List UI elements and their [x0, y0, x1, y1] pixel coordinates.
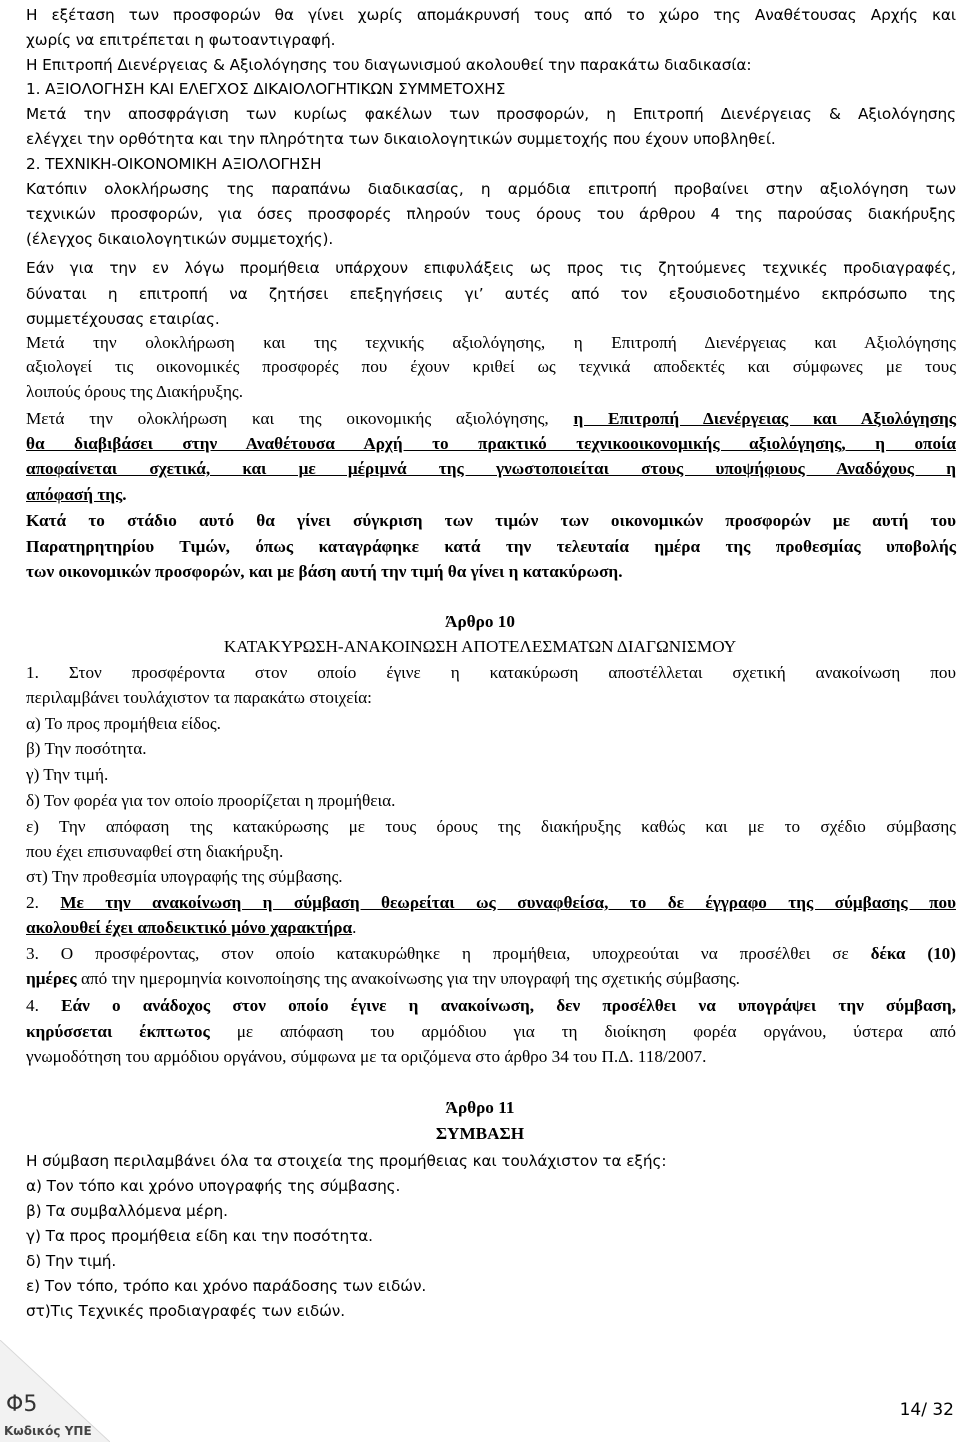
article10-item-b: β) Την ποσότητα.: [26, 739, 147, 758]
step2-p1-line-2: τεχνικών προσφορών, για όσες προσφορές πληρούν τους όρους του άρθρου 4 της παρούσας διακήρυξης: [26, 205, 956, 223]
article10-item2-line-2-text: ακολουθεί έχει αποδεικτικό μόνο χαρακτήρα: [26, 918, 353, 937]
article10-item3-line-2-bold: ημέρες: [26, 969, 77, 988]
article10-item-d: δ) Τον φορέα για τον οποίο προορίζεται η προμήθεια.: [26, 791, 396, 810]
article11-item-d: δ) Την τιμή.: [26, 1252, 117, 1270]
step2-p2-line-1: Εάν για την εν λόγω προμήθεια υπάρχουν επιφυλάξεις ως προς τις ζητούμενες τεχνικές προδιαγραφές,: [26, 259, 956, 277]
step1-line-2: ελέγχει την ορθότητα και την πληρότητα των δικαιολογητικών συμμετοχής που έχουν υποβληθεί.: [26, 130, 776, 148]
step2-heading: 2. ΤΕΧΝΙΚΗ-ΟΙΚΟΝΟΜΙΚΗ ΑΞΙΟΛΟΓΗΣΗ: [26, 155, 322, 173]
article10-item-a: α) Το προς προμήθεια είδος.: [26, 714, 221, 733]
article10-item4-line-1: [26, 994, 956, 1018]
article10-item3-line-1: [26, 942, 956, 966]
article11-item-b: β) Τα συμβαλλόμενα μέρη.: [26, 1202, 228, 1220]
eval-p5-line-3: των οικονομικών προσφορών, και με βάση αυτή την τιμή θα γίνει η κατακύρωση.: [26, 562, 623, 581]
intro-line-3: Η Επιτροπή Διενέργειας & Αξιολόγησης του διαγωνισμού ακολουθεί την παρακάτω διαδικασία:: [26, 56, 752, 74]
step1-line-1: Μετά την αποσφράγιση των κυρίως φακέλων των προσφορών, η Επιτροπή Διενέργειας & Αξιολόγησης: [26, 105, 956, 123]
article10-title: Άρθρο 10: [445, 612, 515, 631]
eval-p4-line-2: θα διαβιβάσει στην Αναθέτουσα Αρχή το πρακτικό τεχνικοοικονομικής αξιολόγησης, η οποία: [26, 434, 956, 453]
eval-p4-line-4-end: .: [122, 485, 127, 504]
footer-code: Φ5: [6, 1392, 38, 1417]
article10-item4-num: 4.: [26, 996, 62, 1015]
page-number: 14/ 32: [899, 1400, 954, 1420]
eval-p4-line-1-plain: Μετά την ολοκλήρωση και της οικονομικής αξιολόγησης,: [26, 409, 574, 428]
article10-item4-bold: Εάν ο ανάδοχος στον οποίο έγινε η ανακοίνωση, δεν προσέλθει να υπογράψει την σύμβαση,: [61, 996, 956, 1015]
eval-p4-line-4: [26, 483, 956, 507]
article11-item-st: στ)Τις Τεχνικές προδιαγραφές των ειδών.: [26, 1302, 346, 1320]
article10-item3-plain: 3. Ο προσφέροντας, στον οποίο κατακυρώθηκε η προμήθεια, υποχρεούται να προσέλθει σε: [26, 944, 871, 963]
step1-heading: 1. ΑΞΙΟΛΟΓΗΣΗ ΚΑΙ ΕΛΕΓΧΟΣ ΔΙΚΑΙΟΛΟΓΗΤΙΚΩΝ ΣΥΜΜΕΤΟΧΗΣ: [26, 80, 506, 98]
article10-item2-line-2-end: .: [352, 918, 357, 937]
article10-item3-bold: δέκα (10): [870, 944, 956, 963]
article10-item-e-line-2: που έχει επισυναφθεί στη διακήρυξη.: [26, 842, 284, 861]
eval-p4-line-1-bold: η Επιτροπή Διενέργειας και Αξιολόγησης: [573, 409, 956, 428]
eval-p4-line-1: [26, 407, 956, 431]
eval-p5-line-2: Παρατηρητηρίου Τιμών, όπως καταγράφηκε κατά την τελευταία ημέρα της προθεσμίας υποβολής: [26, 537, 956, 556]
article10-item4-line-2-bold: κηρύσσεται έκπτωτος: [26, 1022, 210, 1041]
article10-item-st: στ) Την προθεσμία υπογραφής της σύμβασης.: [26, 867, 343, 886]
article11-item-a: α) Τον τόπο και χρόνο υπογραφής της σύμβασης.: [26, 1177, 401, 1195]
article10-item2-num: 2.: [26, 893, 61, 912]
article10-item-e-line-1: ε) Την απόφαση της κατακύρωσης με τους όρους της διακήρυξης καθώς και με το σχέδιο σύμβασης: [26, 817, 956, 836]
article11-item-e: ε) Τον τόπο, τρόπο και χρόνο παράδοσης των ειδών.: [26, 1277, 427, 1295]
eval-p5-line-1: Κατά το στάδιο αυτό θα γίνει σύγκριση των τιμών των οικονομικών προσφορών με αυτή του: [26, 511, 956, 530]
article10-item4-line-3: γνωμοδότηση του αρμόδιου οργάνου, σύμφωνα με τα οριζόμενα στο άρθρο 34 του Π.Δ. 118/2007.: [26, 1047, 707, 1066]
eval-p3-line-3: λοιπούς όρους της Διακήρυξης.: [26, 382, 244, 401]
step2-p2-line-3: συμμετέχουσας εταιρίας.: [26, 310, 220, 328]
eval-p3-line-1: Μετά την ολοκλήρωση και της τεχνικής αξιολόγησης, η Επιτροπή Διενέργειας και Αξιολόγησης: [26, 333, 956, 352]
intro-line-2: χωρίς να επιτρέπεται η φωτοαντιγραφή.: [26, 31, 336, 49]
article11-intro: Η σύμβαση περιλαμβάνει όλα τα στοιχεία της προμήθειας και τουλάχιστον τα εξής:: [26, 1152, 667, 1170]
article10-item2-line-1: [26, 891, 956, 915]
article10-subtitle: ΚΑΤΑΚΥΡΩΣΗ-ΑΝΑΚΟΙΝΩΣΗ ΑΠΟΤΕΛΕΣΜΑΤΩΝ ΔΙΑΓΩΝΙΣΜΟΥ: [223, 637, 737, 656]
article10-item1-line-1: 1. Στον προσφέροντα στον οποίο έγινε η κατακύρωση αποστέλλεται σχετική ανακοίνωση που: [26, 663, 956, 682]
eval-p4-line-4-text: απόφασή της: [26, 485, 123, 504]
article10-item2-bold: Με την ανακοίνωση η σύμβαση θεωρείται ως συναφθείσα, το δε έγγραφο της σύμβασης που: [60, 893, 957, 912]
article10-item4-line-2: [26, 1020, 956, 1044]
eval-p4-line-3: αποφαίνεται σχετικά, και με μέριμνά της γνωστοποιείται στους υποψήφιους Αναδόχους η: [26, 459, 956, 478]
footer-label: Κωδικός ΥΠΕ: [4, 1424, 92, 1438]
step2-p1-line-1: Κατόπιν ολοκλήρωσης της παραπάνω διαδικασίας, η αρμόδια επιτροπή προβαίνει στην αξιολόγηση των: [26, 180, 956, 198]
article10-item-c: γ) Την τιμή.: [26, 765, 109, 784]
article10-item4-line-2-plain: με απόφαση του αρμόδιου για τη διοίκηση φορέα οργάνου, ύστερα από: [209, 1022, 956, 1041]
step2-p2-line-2: δύναται η επιτροπή να ζητήσει επεξηγήσεις γι’ αυτές από τον εξουσιοδοτημένο εκπρόσωπο της: [26, 285, 956, 303]
eval-p3-line-2: αξιολογεί τις οικονομικές προσφορές που έχουν κριθεί ως τεχνικά αποδεκτές και σύμφωνες με τους: [26, 357, 956, 376]
article10-item1-line-2: περιλαμβάνει τουλάχιστον τα παρακάτω στοιχεία:: [26, 688, 372, 707]
article11-subtitle: ΣΥΜΒΑΣΗ: [435, 1124, 525, 1143]
intro-line-1: Η εξέταση των προσφορών θα γίνει χωρίς απομάκρυνσή τους από το χώρο της Αναθέτουσας Αρχής και: [26, 6, 956, 24]
step2-p1-line-3: (έλεγχος δικαιολογητικών συμμετοχής).: [26, 230, 334, 248]
article11-title: Άρθρο 11: [445, 1098, 515, 1117]
article10-item2-line-2: [26, 916, 956, 940]
article10-item3-line-2-plain: από την ημερομηνία κοινοποίησης της ανακοίνωσης για την υπογραφή της σχετικής σύμβασης.: [76, 969, 740, 988]
article10-item3-line-2: [26, 967, 956, 991]
article11-item-c: γ) Τα προς προμήθεια είδη και την ποσότητα.: [26, 1227, 373, 1245]
